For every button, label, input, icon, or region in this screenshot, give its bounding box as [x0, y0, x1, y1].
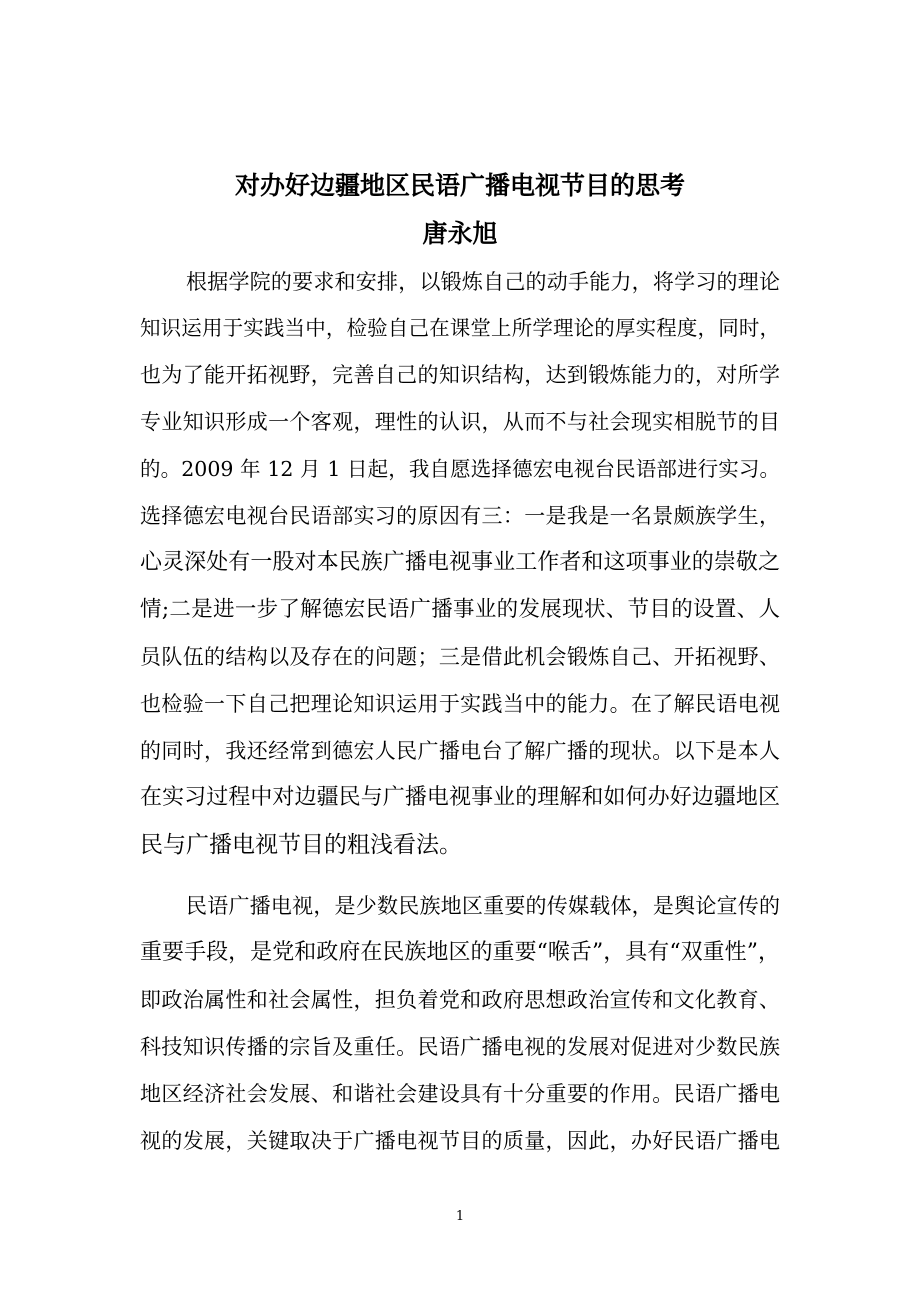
document-author: 唐永旭	[422, 219, 498, 248]
paragraph-2-line-2: 重要手段，是党和政府在民族地区的重要“喉舌”，具有“双重性”，	[140, 940, 780, 965]
paragraph-2-line-6: 视的发展，关键取决于广播电视节目的质量，因此，办好民语广播电	[140, 1129, 780, 1153]
document-title: 对办好边疆地区民语广播电视节目的思考	[234, 171, 685, 200]
paragraph-1-line-3: 也为了能开拓视野，完善自己的知识结构，达到锻炼能力的，对所学	[140, 363, 780, 387]
paragraph-1-line-4: 专业知识形成一个客观，理性的认识，从而不与社会现实相脱节的目	[140, 410, 780, 434]
paragraph-1-line-10: 也检验一下自己把理论知识运用于实践当中的能力。在了解民语电视	[140, 692, 780, 716]
paragraph-1-line-8: 情;二是进一步了解德宏民语广播事业的发展现状、节目的设置、人	[140, 597, 780, 622]
paragraph-1-line-2: 知识运用于实践当中，检验自己在课堂上所学理论的厚实程度，同时，	[140, 316, 780, 340]
page-number: 1	[455, 1209, 465, 1224]
paragraph-1-line-5: 的。2009 年 12 月 1 日起，我自愿选择德宏电视台民语部进行实习。	[140, 457, 780, 481]
paragraph-1-line-1: 根据学院的要求和安排，以锻炼自己的动手能力，将学习的理论	[186, 270, 780, 294]
paragraph-1-line-12: 在实习过程中对边疆民与广播电视事业的理解和如何办好边疆地区	[140, 785, 780, 810]
paragraph-1-line-9: 员队伍的结构以及存在的问题；三是借此机会锻炼自己、开拓视野、	[140, 645, 780, 669]
paragraph-2-line-4: 科技知识传播的宗旨及重任。民语广播电视的发展对促进对少数民族	[140, 1035, 780, 1059]
paragraph-2-line-1: 民语广播电视，是少数民族地区重要的传媒载体，是舆论宣传的	[186, 894, 780, 918]
paragraph-1-line-6: 选择德宏电视台民语部实习的原因有三：一是我是一名景颇族学生，	[140, 504, 780, 528]
paragraph-1-line-11: 的同时，我还经常到德宏人民广播电台了解广播的现状。以下是本人	[140, 739, 780, 763]
paragraph-1-line-7: 心灵深处有一股对本民族广播电视事业工作者和这项事业的崇敬之	[140, 550, 780, 575]
paragraph-2-line-5: 地区经济社会发展、和谐社会建设具有十分重要的作用。民语广播电	[140, 1082, 780, 1106]
paragraph-2-line-3: 即政治属性和社会属性，担负着党和政府思想政治宣传和文化教育、	[140, 988, 780, 1012]
paragraph-1-line-13: 民与广播电视节目的粗浅看法。	[140, 832, 462, 858]
